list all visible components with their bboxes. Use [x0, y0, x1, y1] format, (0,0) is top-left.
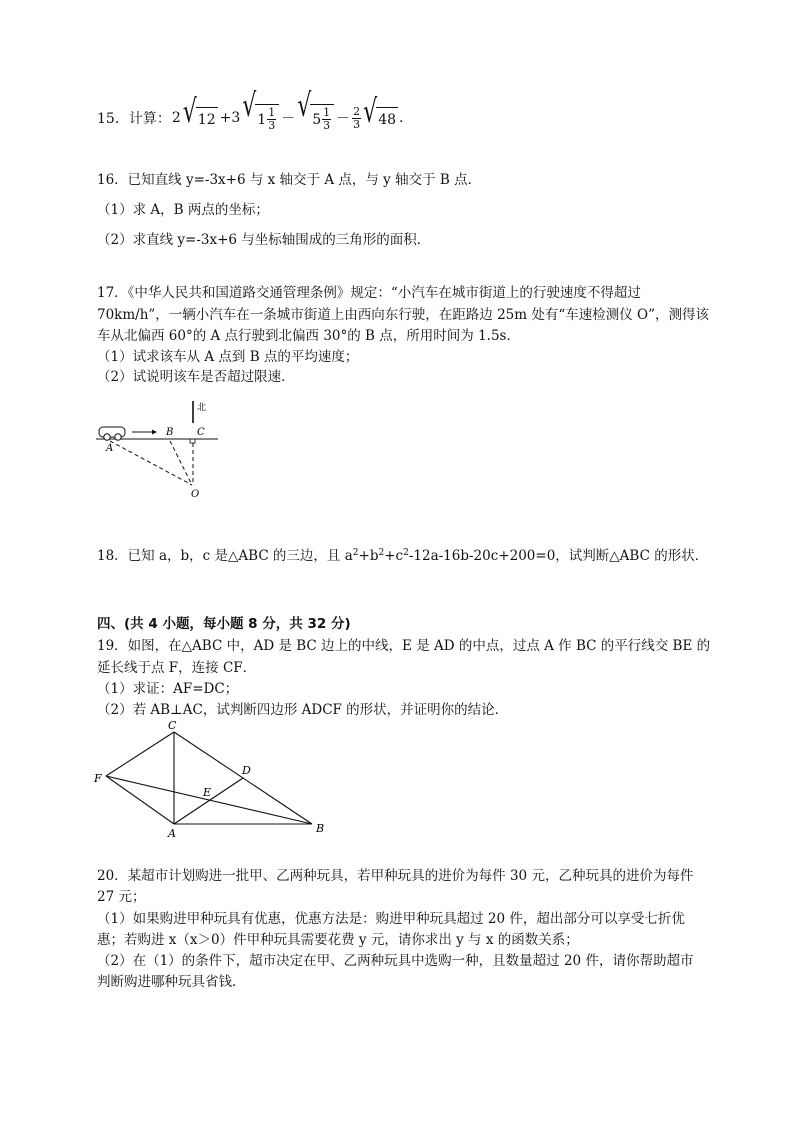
problem-19-figure: [90, 718, 340, 843]
problem-19-q2: （2）若 AB⊥AC，试判断四边形 ADCF 的形状，并证明你的结论．: [97, 702, 509, 718]
north-label: 北: [197, 403, 207, 413]
problem-17-figure: [90, 395, 230, 500]
point-B-label: B: [316, 822, 325, 835]
term1-coef: 2: [171, 110, 181, 126]
detector-box: [190, 439, 195, 443]
point-A-label: A: [106, 443, 114, 454]
point-O-label: O: [191, 489, 200, 500]
problem-16-q1: （1）求 A，B 两点的坐标；: [97, 202, 269, 218]
sqrt-5-1-3: √ 5 $\frac{1}{3}$: [297, 104, 334, 132]
problem-20-line6: 判断购进哪种玩具省钱．: [97, 974, 246, 990]
section-4-heading: 四、(共 4 小题，每小题 8 分，共 32 分): [97, 616, 351, 632]
car-icon: [99, 427, 125, 440]
problem-20-line4: 惠；若购进 x（x＞0）件甲种玩具需要花费 y 元，请你求出 y 与 x 的函数关系；: [97, 932, 579, 948]
point-B-label: B: [166, 427, 174, 438]
segment-FB: [106, 776, 312, 824]
problem-17-line2: 70km/h”，一辆小汽车在一条城市街道上由西向东行驶，在距路边 25m 处有“车速检测仪 O”，测得该: [97, 307, 710, 323]
line-AO: [110, 441, 192, 485]
problem-17-q1: （1）试求该车从 A 点到 B 点的平均速度；: [97, 349, 359, 365]
problem-19-q1: （1）求证：AF=DC；: [97, 681, 239, 697]
sqrt-48: √ 48: [363, 94, 397, 131]
point-D-label: D: [242, 764, 251, 777]
problem-15: [97, 88, 404, 140]
point-F-label: F: [94, 772, 102, 785]
term2-coef: +3: [219, 110, 241, 126]
segment-AD: [174, 778, 243, 824]
problem-17-line1: 17．《中华人民共和国道路交通管理条例》规定：“小汽车在城市街道上的行驶速度不得超过: [97, 285, 641, 301]
sqrt-1-1-3: √ 1 $\frac{1}{3}$: [242, 104, 279, 132]
point-C-label: C: [168, 719, 177, 732]
segment-FA: [106, 776, 174, 824]
problem-20-line1: 20．某超市计划购进一批甲、乙两种玩具，若甲种玩具的进价为每件 30 元，乙种玩具的进价为每件: [97, 868, 694, 884]
point-A-label: A: [168, 827, 176, 840]
segment-FC: [106, 732, 174, 776]
line-BO: [170, 441, 192, 485]
problem-20-line2: 27 元；: [97, 889, 146, 905]
fraction-2-3: $\frac{2}{3}$: [353, 104, 361, 131]
problem-15-end: .: [399, 110, 404, 126]
problem-17-q2: （2）试说明该车是否超过限速．: [97, 369, 295, 385]
problem-16-stem: 16．已知直线 y=-3x+6 与 x 轴交于 A 点，与 y 轴交于 B 点．: [97, 172, 482, 188]
problem-19-line2: 延长线于点 F，连接 CF．: [97, 660, 257, 676]
minus-sign-1: －: [281, 111, 296, 127]
problem-18: 18．已知 a，b，c 是△ABC 的三边，且 $a^2+b^2+c^2-12a-16b-20c+200=0$，试判断△ABC 的形状．: [97, 548, 709, 564]
minus-sign-2: －: [336, 111, 351, 127]
problem-16-q2: （2）求直线 y=-3x+6 与坐标轴围成的三角形的面积．: [97, 232, 431, 248]
point-E-label: E: [203, 786, 212, 799]
problem-17-line3: 车从北偏西 60°的 A 点行驶到北偏西 30°的 B 点，所用时间为 1.5s．: [97, 328, 520, 344]
point-C-label: C: [197, 427, 205, 438]
problem-19-line1: 19．如图，在△ABC 中，AD 是 BC 边上的中线，E 是 AD 的中点，过点 A 作 BC 的平行线交 BE 的: [97, 638, 711, 654]
problem-15-label: 15．计算：: [97, 111, 171, 127]
problem-20-line5: （2）在（1）的条件下，超市决定在甲、乙两种玩具中选购一种，且数量超过 20 件，请你帮助超市: [97, 953, 694, 969]
sqrt-12: √ 12: [182, 94, 216, 131]
problem-20-line3: （1）如果购进甲种玩具有优惠，优惠方法是：购进甲种玩具超过 20 件，超出部分可以享受七折优: [97, 911, 685, 927]
direction-arrow-icon: [132, 430, 157, 435]
